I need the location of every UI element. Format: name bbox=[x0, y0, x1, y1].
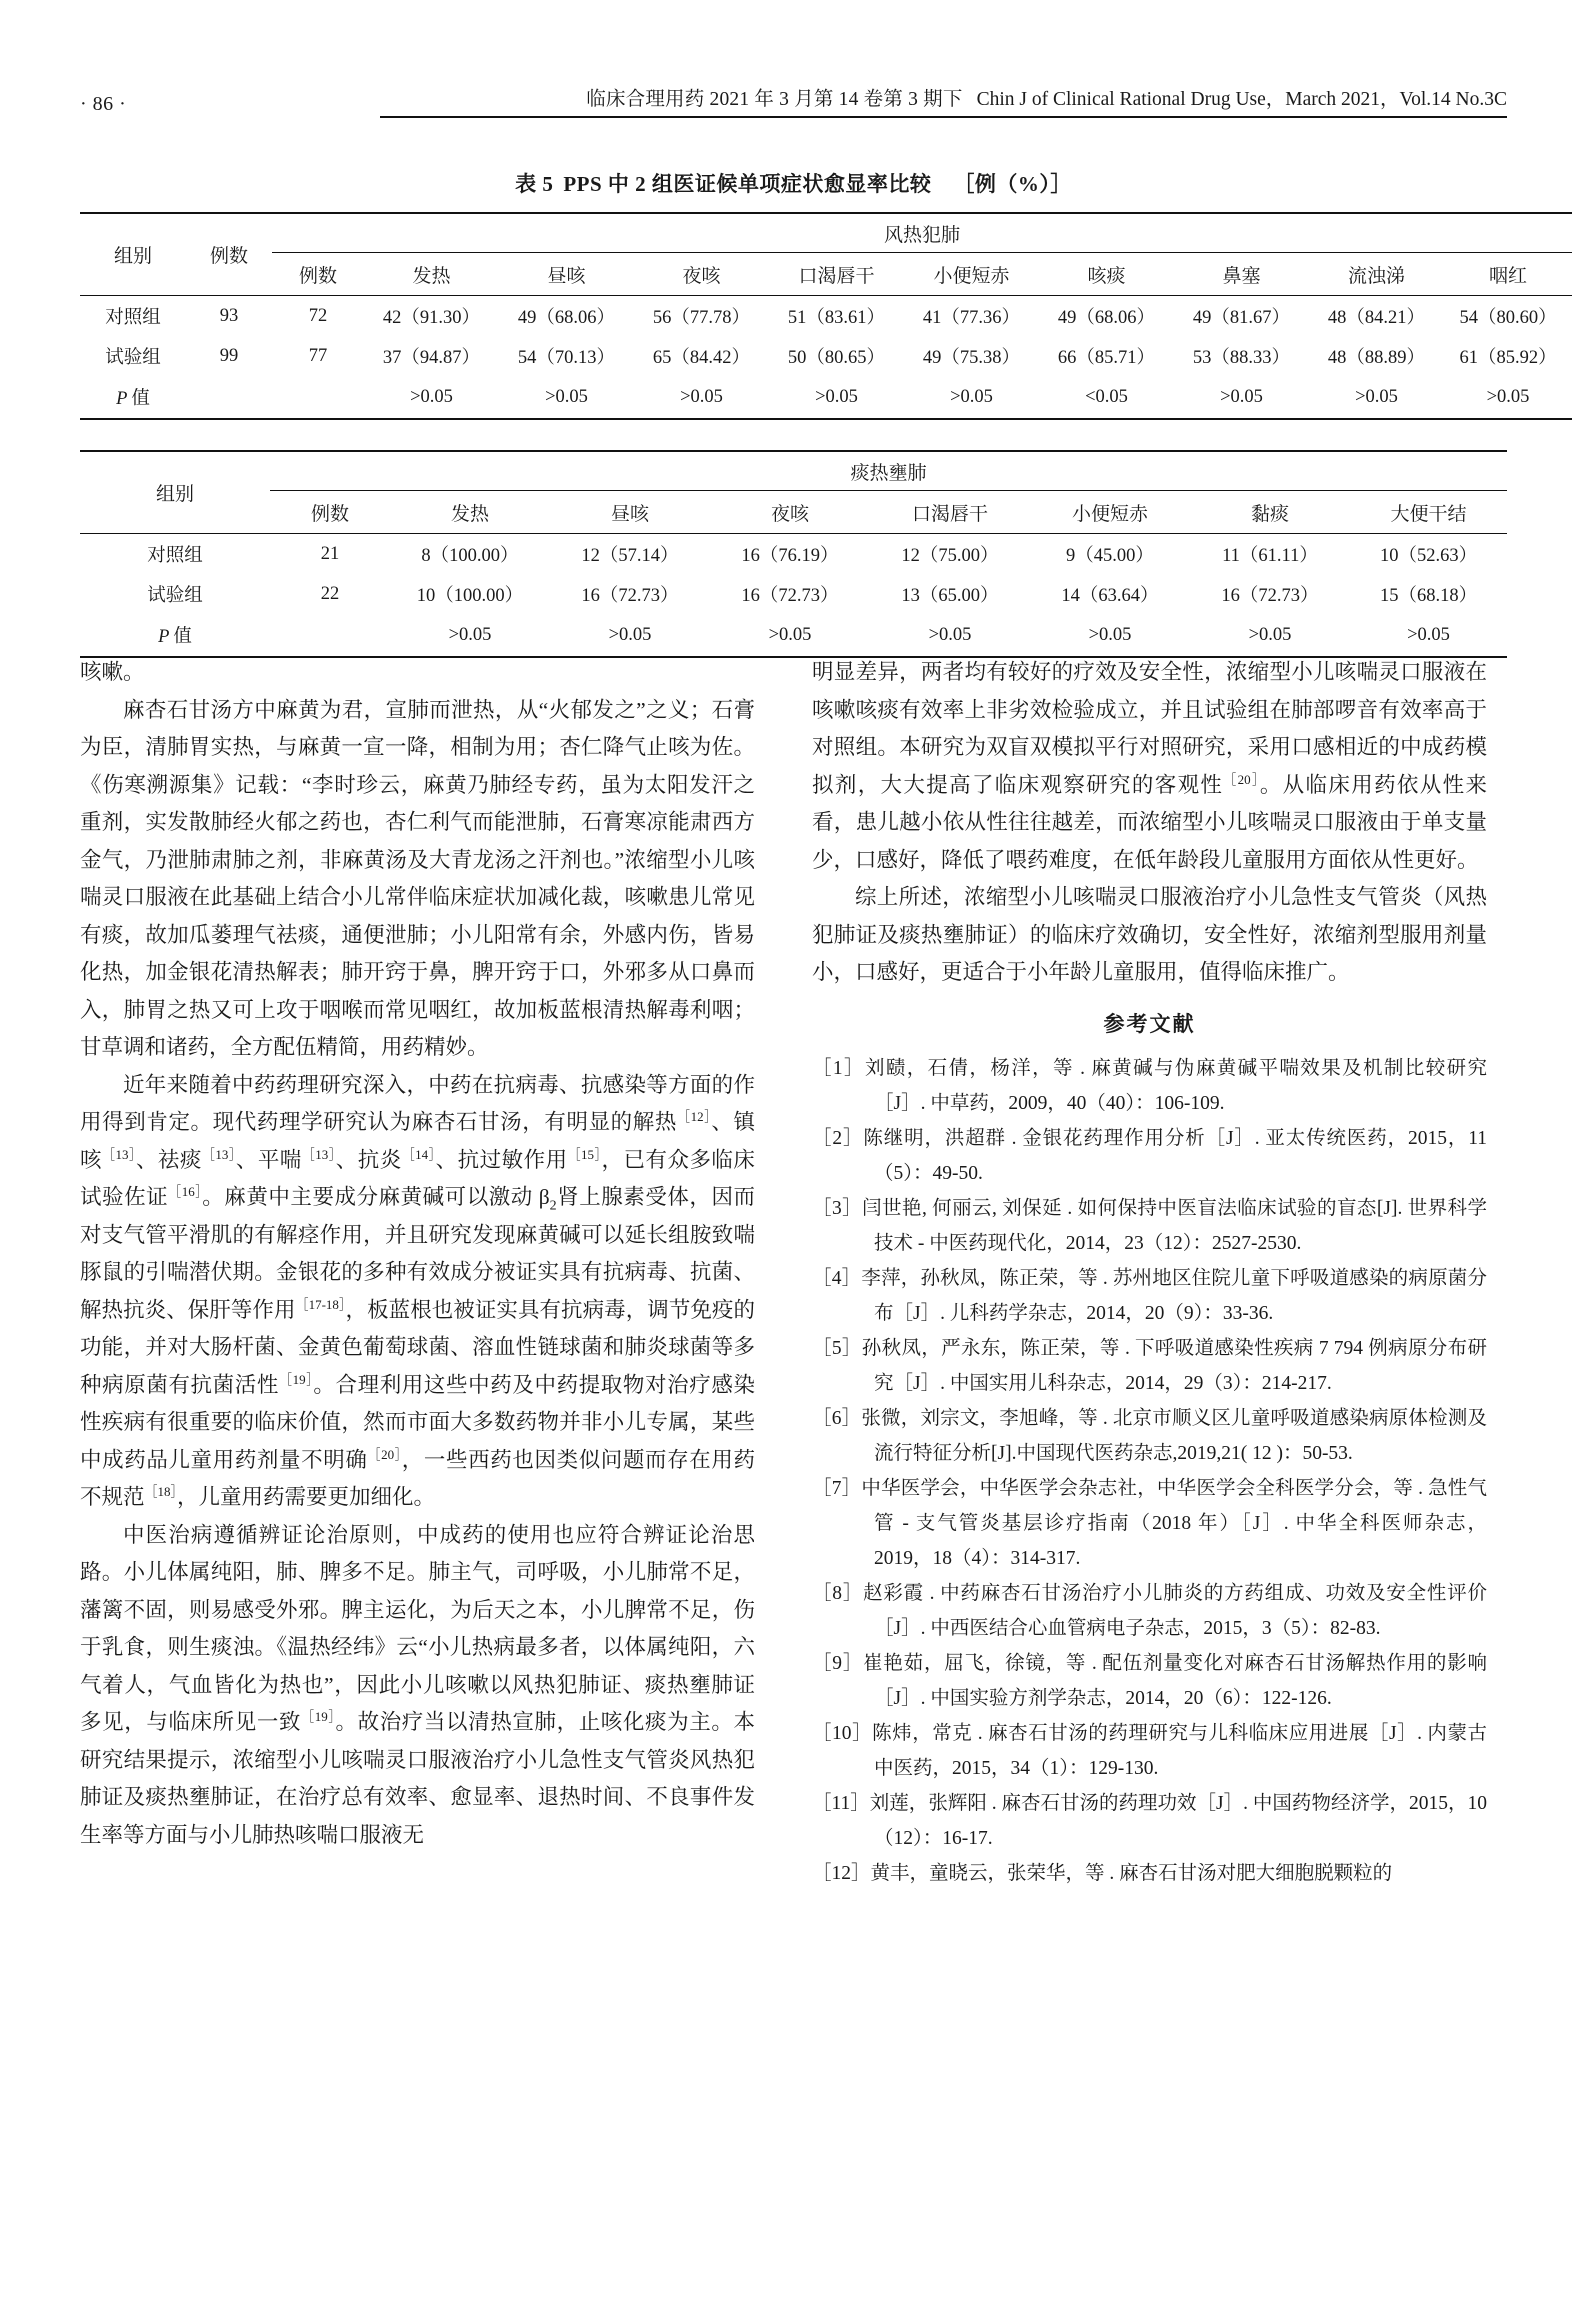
journal-citation bbox=[380, 83, 1507, 118]
table-header-group-row bbox=[80, 451, 1507, 491]
col-header: 发热 bbox=[412, 265, 451, 287]
table-header-group-row bbox=[80, 213, 1572, 253]
paragraph-formula-analysis: 麻杏石甘汤方中麻黄为君，宣肺而泄热，从“火郁发之”之义；石膏为臣，清肺胃实热，与麻黄一宣一降，相制为用；杏仁降气止咳为佐。《伤寒溯源集》记载：“李时珍云，麻黄乃肺经专药，虽为太阳发汗之重剂，实发散肺经火郁之药也，杏仁利气而能泄肺，石膏寒凉能肃西方金气，乃泄肺肃肺之剂，非麻黄汤及大青龙汤之汗剂也。”浓缩型小儿咳喘灵口服液在此基础上结合小儿常伴临床症状加减化裁，咳嗽患儿常见有痰，故加瓜蒌理气祛痰，通便泄肺；小儿阳常有余，外感内伤，皆易化热，加金银花清热解表；肺开窍于鼻，脾开窍于口，外邪多从口鼻而入，肺胃之热又可上攻于咽喉而常见咽红，故加板蓝根清热解毒利咽；甘草调和诸药，全方配伍精简，用药精妙。 bbox=[80, 697, 755, 1059]
text-run: ，儿童用药需要更加细化。 bbox=[177, 1485, 436, 1509]
cell: 42（91.30） bbox=[382, 308, 481, 328]
text-run: 近年来随着中药药理研究深入，中药在抗病毒、抗感染等方面的作用得到肯定。现代药理学研究认为麻杏石甘汤，有明显的解热 bbox=[80, 1072, 755, 1134]
p-value-label bbox=[80, 376, 186, 419]
text-run: 明显差异，两者均有较好的疗效及安全性，浓缩型小儿咳喘灵口服液在咳嗽咳痰有效率上非劣效检验成立，并且试验组在肺部啰音有效率高于对照组。本研究为双盲双模拟平行对照研究，采用口感相近的中成药模拟剂，大大提高了临床观察研究的客观性 bbox=[812, 660, 1487, 797]
table-5-block bbox=[80, 168, 1557, 658]
cell: 16（76.19） bbox=[741, 546, 839, 566]
reference-item: ［5］孙秋凤，严永东，陈正荣，等 . 下呼吸道感染性疾病 7 794 例病原分布研究［J］. 中国实用儿科杂志，2014，29（3）：214-217. bbox=[812, 1338, 1487, 1394]
citation-ref: ［15］ bbox=[567, 1146, 602, 1162]
p-cell: >0.05 bbox=[608, 624, 652, 645]
p-cell bbox=[272, 376, 364, 419]
text-run: 肾上腺素受体，因而对支气管平滑肌的有解痉作用，并且研究发现麻黄碱可以延长组胺致喘豚鼠的引喘潜伏期。金银花的多种有效成分被证实具有抗病毒、抗菌、解热抗炎、保肝等作用 bbox=[80, 1185, 755, 1322]
cell: 72 bbox=[308, 305, 328, 326]
table-header-columns-row bbox=[80, 253, 1572, 296]
col-header: 口渴唇干 bbox=[911, 503, 988, 525]
col-header: 鼻塞 bbox=[1222, 265, 1261, 287]
header-group: 组别 bbox=[113, 246, 152, 267]
citation-ref: ［13］ bbox=[301, 1146, 336, 1162]
citation-ref: ［13］ bbox=[101, 1146, 136, 1162]
citation-ref: ［13］ bbox=[201, 1146, 236, 1162]
text-run: 、抗过敏作用 bbox=[435, 1147, 568, 1172]
cell: 65（84.42） bbox=[652, 348, 751, 368]
p-cell: >0.05 bbox=[448, 624, 492, 645]
table-row bbox=[80, 574, 1507, 614]
cell: 56（77.78） bbox=[652, 308, 751, 328]
table-5-section-1 bbox=[80, 212, 1572, 420]
col-header: 夜咳 bbox=[682, 265, 721, 287]
page-folio: · 86 · bbox=[80, 93, 127, 115]
cell: 16（72.73） bbox=[741, 586, 839, 606]
reference-item: ［11］刘莲，张辉阳 . 麻杏石甘汤的药理功效［J］. 中国药物经济学，2015，10（12）：16-17. bbox=[812, 1793, 1487, 1849]
table-row bbox=[80, 336, 1572, 376]
p-cell: >0.05 bbox=[768, 624, 812, 645]
reference-item: ［6］张微，刘宗文，李旭峰，等 . 北京市顺义区儿童呼吸道感染病原体检测及流行特征分析[J].中国现代医药杂志,2019,21( 12 )：50-53. bbox=[812, 1408, 1487, 1464]
text-run: 。合理利用这些中药及中药提取物对治疗感染性疾病有很重要的临床价值，然而市面大多数药物并非小儿专属，某些中成药品儿童用药剂量不明确 bbox=[80, 1372, 755, 1472]
reference-item: ［4］李萍，孙秋凤，陈正荣，等 . 苏州地区住院儿童下呼吸道感染的病原菌分布［J］. 儿科药学杂志，2014，20（9）：33-36. bbox=[812, 1268, 1487, 1324]
citation-ref: ［16］ bbox=[168, 1183, 203, 1199]
body-column-right bbox=[812, 654, 1487, 1891]
col-header: 大便干结 bbox=[1390, 503, 1467, 525]
cell: 16（72.73） bbox=[1221, 586, 1319, 606]
cell: 53（88.33） bbox=[1192, 348, 1291, 368]
header-group: 组别 bbox=[155, 484, 194, 505]
paragraph-pharmacology bbox=[80, 1067, 755, 1517]
cell: 8（100.00） bbox=[421, 546, 519, 566]
cell: 15（68.18） bbox=[1379, 586, 1478, 606]
journal-title-en: Chin J of Clinical Rational Drug Use，March 2021，Vol.14 No.3C bbox=[976, 89, 1507, 110]
table-title bbox=[80, 168, 1507, 198]
p-cell: >0.05 bbox=[950, 386, 993, 407]
citation-ref: ［19］ bbox=[301, 1708, 336, 1724]
p-cell: >0.05 bbox=[1355, 386, 1398, 407]
col-header: 黏痰 bbox=[1250, 503, 1289, 525]
p-italic: P bbox=[116, 389, 128, 409]
row-group-label: 试验组 bbox=[147, 586, 203, 606]
col-header: 咽红 bbox=[1489, 265, 1528, 287]
row-n: 21 bbox=[320, 543, 340, 564]
table-row bbox=[80, 296, 1572, 337]
cell: 54（70.13） bbox=[517, 348, 616, 368]
header-syndrome-1: 风热犯肺 bbox=[272, 213, 1572, 253]
citation-ref: ［19］ bbox=[279, 1371, 314, 1387]
row-group-label: 对照组 bbox=[105, 308, 161, 328]
col-header: 口渴唇干 bbox=[798, 265, 875, 287]
journal-title-cn: 临床合理用药 2021 年 3 月第 14 卷第 3 期下 bbox=[586, 89, 963, 110]
row-n: 93 bbox=[219, 305, 239, 326]
p-cell: >0.05 bbox=[928, 624, 972, 645]
citation-ref: ［20］ bbox=[367, 1446, 402, 1462]
reference-item: ［10］陈炜，常克 . 麻杏石甘汤的药理研究与儿科临床应用进展［J］. 内蒙古中医药，2015，34（1）：129-130. bbox=[812, 1723, 1487, 1779]
text-run: 。从临床用药依从性来看，患儿越小依从性往往越差，而浓缩型小儿咳喘灵口服液由于单支量少，口感好，降低了喂药难度，在低年龄段儿童服用方面依从性更好。 bbox=[812, 772, 1487, 872]
text-run: ，板蓝根也被证实具有抗病毒，调节免疫的功能，并对大肠杆菌、金黄色葡萄球菌、溶血性链球菌和肺炎球菌等多种病原菌有抗菌活性 bbox=[80, 1297, 755, 1397]
col-header: 例数 bbox=[310, 503, 349, 525]
reference-item: ［1］刘赜，石倩，杨洋，等 . 麻黄碱与伪麻黄碱平喘效果及机制比较研究［J］. 中草药，2009，40（40）：106-109. bbox=[812, 1058, 1487, 1114]
reference-item: ［12］黄丰，童晓云，张荣华，等 . 麻杏石甘汤对肥大细胞脱颗粒的 bbox=[812, 1863, 1393, 1884]
p-cell: >0.05 bbox=[1220, 386, 1263, 407]
cell: 12（57.14） bbox=[581, 546, 679, 566]
references-list bbox=[812, 1051, 1487, 1891]
cell: 10（52.63） bbox=[1379, 546, 1478, 566]
col-header: 发热 bbox=[450, 503, 489, 525]
citation-ref: ［12］ bbox=[677, 1108, 712, 1124]
p-suffix: 值 bbox=[173, 627, 192, 647]
header-n: 例数 bbox=[209, 246, 248, 267]
text-run: ，已有众多临床试验佐证 bbox=[80, 1147, 755, 1209]
text-run: 、镇咳 bbox=[80, 1110, 755, 1172]
paragraph-conclusion: 综上所述，浓缩型小儿咳喘灵口服液治疗小儿急性支气管炎（风热犯肺证及痰热壅肺证）的临床疗效确切，安全性好，浓缩剂型服用剂量小，口感好，更适合于小年龄儿童服用，值得临床推广。 bbox=[812, 885, 1487, 984]
cell: 61（85.92） bbox=[1459, 348, 1557, 368]
text-run: 、平喘 bbox=[235, 1147, 302, 1172]
p-cell-empty bbox=[186, 376, 272, 419]
table-row bbox=[80, 534, 1507, 575]
table-p-value-row bbox=[80, 376, 1572, 419]
cell: 49（75.38） bbox=[922, 348, 1021, 368]
cell: 13（65.00） bbox=[901, 586, 999, 606]
cell: 50（80.65） bbox=[787, 348, 886, 368]
col-header: 夜咳 bbox=[770, 503, 809, 525]
col-header: 昼咳 bbox=[547, 265, 586, 287]
citation-ref: ［18］ bbox=[144, 1483, 178, 1499]
text-run: 中医治病遵循辨证论治原则，中成药的使用也应符合辨证论治思路。小儿体属纯阳，肺、脾多不足。肺主气，司呼吸，小儿肺常不足，藩篱不固，则易感受外邪。脾主运化，为后天之本，小儿脾常不足，伤于乳食，则生痰浊。《温热经纬》云“小儿热病最多者，以体属纯阳，六气着人，气血皆化为热也”，因此小儿咳嗽以风热犯肺证、痰热壅肺证多见，与临床所见一致 bbox=[80, 1522, 755, 1734]
cell: 12（75.00） bbox=[901, 546, 999, 566]
beta-subscript: 2 bbox=[549, 1198, 557, 1214]
cell: 14（63.64） bbox=[1061, 586, 1159, 606]
paragraph-tcm-theory bbox=[80, 1517, 755, 1855]
col-header: 小便短赤 bbox=[1071, 503, 1148, 525]
reference-item: ［8］赵彩霞 . 中药麻杏石甘汤治疗小儿肺炎的方药组成、功效及安全性评价［J］. 中西医结合心血管病电子杂志，2015，3（5）：82-83. bbox=[812, 1583, 1487, 1639]
text-run: 。麻黄中主要成分麻黄碱可以激动 β bbox=[202, 1185, 550, 1209]
p-cell-empty bbox=[270, 614, 390, 657]
text-run: ，一些西药也因类似问题而存在用药不规范 bbox=[80, 1447, 755, 1509]
p-cell: >0.05 bbox=[1088, 624, 1132, 645]
table-section-gap bbox=[80, 420, 1507, 450]
p-cell: >0.05 bbox=[680, 386, 723, 407]
p-italic: P bbox=[158, 627, 170, 647]
body-column-left bbox=[80, 654, 755, 1854]
citation-ref: ［20］ bbox=[1223, 771, 1260, 787]
table-number: 表 5 bbox=[515, 172, 554, 196]
header-syndrome-2: 痰热壅肺 bbox=[270, 451, 1507, 491]
p-cell: <0.05 bbox=[1085, 386, 1128, 407]
table-unit: ［例（%）］ bbox=[953, 172, 1072, 196]
cell: 9（45.00） bbox=[1066, 546, 1154, 566]
citation-ref: ［14］ bbox=[401, 1146, 436, 1162]
cell: 49（68.06） bbox=[1057, 308, 1156, 328]
citation-ref: ［17-18］ bbox=[295, 1296, 346, 1312]
row-n: 22 bbox=[320, 583, 340, 604]
p-cell: >0.05 bbox=[410, 386, 453, 407]
paragraph-continuation: 咳嗽。 bbox=[80, 660, 145, 684]
reference-item: ［9］崔艳茹，屈飞，徐镜，等 . 配伍剂量变化对麻杏石甘汤解热作用的影响［J］. 中国实验方剂学杂志，2014，20（6）：122-126. bbox=[812, 1653, 1487, 1709]
reference-item: ［7］中华医学会，中华医学会杂志社，中华医学会全科医学分会，等 . 急性气管 - 支气管炎基层诊疗指南（2018 年）［J］. 中华全科医师杂志，2019，18（4）：314-317. bbox=[812, 1478, 1487, 1569]
p-cell: >0.05 bbox=[1407, 624, 1450, 645]
reference-item: ［3］闫世艳, 何丽云, 刘保延 . 如何保持中医盲法临床试验的盲态[J]. 世界科学技术 - 中医药现代化，2014，23（12）：2527-2530. bbox=[812, 1198, 1487, 1254]
p-cell: >0.05 bbox=[545, 386, 588, 407]
text-run: 、祛痰 bbox=[135, 1147, 202, 1172]
col-header: 例数 bbox=[298, 265, 337, 287]
table-p-value-row bbox=[80, 614, 1507, 657]
table-5-section-2 bbox=[80, 450, 1507, 658]
text-run: 。故治疗当以清热宣肺，止咳化痰为主。本研究结果提示，浓缩型小儿咳喘灵口服液治疗小儿急性支气管炎风热犯肺证及痰热壅肺证，在治疗总有效率、愈显率、退热时间、不良事件发生率等方面与小儿肺热咳喘口服液无 bbox=[80, 1710, 755, 1847]
col-header: 昼咳 bbox=[610, 503, 649, 525]
p-cell: >0.05 bbox=[1248, 624, 1292, 645]
cell: 51（83.61） bbox=[787, 308, 886, 328]
p-value-label bbox=[80, 614, 270, 657]
col-header: 咳痰 bbox=[1087, 265, 1126, 287]
p-suffix: 值 bbox=[131, 389, 150, 409]
text-run: 、抗炎 bbox=[335, 1147, 402, 1172]
cell: 48（88.89） bbox=[1327, 348, 1426, 368]
cell: 41（77.36） bbox=[922, 308, 1021, 328]
table-header-columns-row bbox=[80, 491, 1507, 534]
cell: 49（81.67） bbox=[1192, 308, 1291, 328]
p-cell: >0.05 bbox=[1486, 386, 1530, 407]
cell: 66（85.71） bbox=[1057, 348, 1156, 368]
cell: 11（61.11） bbox=[1222, 546, 1318, 566]
cell: 48（84.21） bbox=[1327, 308, 1426, 328]
cell: 10（100.00） bbox=[416, 586, 524, 606]
col-header: 小便短赤 bbox=[933, 265, 1010, 287]
cell: 37（94.87） bbox=[382, 348, 481, 368]
col-header: 流浊涕 bbox=[1347, 265, 1405, 287]
paragraph-discussion-continuation bbox=[812, 654, 1487, 879]
references-heading: 参考文献 bbox=[1103, 1011, 1196, 1036]
row-n: 99 bbox=[219, 345, 239, 366]
row-group-label: 对照组 bbox=[147, 546, 203, 566]
reference-item: ［2］陈继明，洪超群 . 金银花药理作用分析［J］. 亚太传统医药，2015，11（5）：49-50. bbox=[812, 1128, 1487, 1184]
p-cell: >0.05 bbox=[815, 386, 858, 407]
running-head bbox=[80, 78, 1507, 118]
table-caption: PPS 中 2 组医证候单项症状愈显率比较 bbox=[563, 172, 932, 196]
cell: 54（80.60） bbox=[1459, 308, 1557, 328]
cell: 16（72.73） bbox=[581, 586, 679, 606]
row-group-label: 试验组 bbox=[105, 348, 161, 368]
cell: 77 bbox=[308, 345, 328, 366]
cell: 49（68.06） bbox=[517, 308, 616, 328]
